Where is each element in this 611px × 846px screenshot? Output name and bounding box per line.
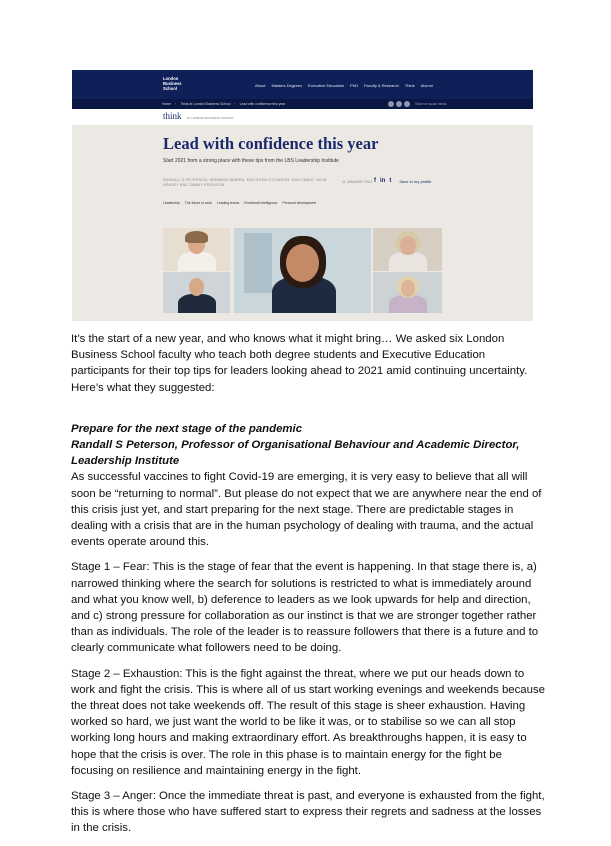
save-to-profile-link[interactable]: Save to my profile [399, 178, 432, 184]
linkedin-icon[interactable]: in [380, 178, 386, 184]
photo-woman-smiling [234, 228, 371, 313]
twitter-icon[interactable]: t [389, 178, 392, 184]
paragraph-stage-2: Stage 2 – Exhaustion: This is the fight against the threat, where we put our heads down to work and fight the crisis. This is where all of us start working evenings and weekends because the threat does not take weekends off. The result of this stage is sheer exhaustion. Having worked so hard, we just want the world to be like it was, or to stabilise so we can all stop working long hours and making extraordinary effort. As breakthroughs happen, it is easy to hope that the crisis is over. The role in this phase is to maintain energy for the fight be focusing on resilience and maintaining energy in the fight. [71, 667, 546, 777]
nav-exec-ed[interactable]: Executive Education [307, 83, 345, 88]
breadcrumb-bar [72, 99, 533, 109]
top-social-icons [388, 101, 410, 107]
article-subtitle: Start 2021 from a strong place with these tips from the LBS Leadership Institute [163, 158, 339, 164]
share-bar [374, 178, 431, 184]
nav-about[interactable]: About [255, 83, 266, 88]
photo-older-woman [373, 228, 442, 271]
photo-woman-blonde [163, 228, 230, 271]
section-heading [71, 421, 546, 470]
think-bar [72, 109, 533, 125]
crumb-separator: › [234, 102, 236, 106]
photo-woman-bob [373, 272, 442, 313]
think-logo[interactable]: think [163, 111, 182, 121]
nav-masters[interactable]: Masters Degrees [271, 83, 302, 88]
nav-alumni[interactable]: Alumni [420, 83, 433, 88]
crumb-think[interactable]: Think at London Business School [180, 102, 231, 106]
nav-faculty[interactable]: Faculty & Research [363, 83, 399, 88]
nav-phd[interactable]: PhD [350, 83, 358, 88]
paragraph-stage-1: Stage 1 – Fear: This is the stage of fear that the event is happening. In that stage there is, a) narrowed thinking where the search for solutions is restricted to what is immediately around and what you know well, b) deference to leaders as we look upwards for help and direction, and c) strong pressure for collaboration as our instinct is that we are stronger together rather than as individuals. The role of the leader is to reassure followers that there is a future and to clearly communicate what followers need to be doing. [71, 561, 539, 655]
hero-image-collage [163, 228, 442, 313]
tag-leading-teams[interactable]: Leading teams [217, 201, 240, 205]
breadcrumb [162, 102, 285, 106]
crumb-current: Lead with confidence this year [239, 102, 286, 106]
tag-emotional-intelligence[interactable]: Emotional intelligence [244, 201, 278, 205]
tag-future-of-work[interactable]: The future of work [184, 201, 213, 205]
section-title: Prepare for the next stage of the pandemic [71, 422, 303, 435]
intro-paragraph: It’s the start of a new year, and who knows what it might bring… We asked six London Business School faculty who teach both degree students and Executive Education participants for their top tips for leaders looking ahead to 2021 amid continuing uncertainty. Here’s what they suggested: [71, 333, 528, 394]
article-authors: RANDALL S PETERSON, HERMINIA IBARRA, KATHLEEN O'CONNOR, DAN CABLE, NILIN HEADEY AND TAMMY ERICKSON [163, 178, 327, 187]
tag-personal-development[interactable]: Personal development [282, 201, 317, 205]
article-body [71, 331, 546, 846]
linkedin-icon[interactable] [396, 101, 402, 107]
crumb-home[interactable]: Home [162, 102, 172, 106]
lbs-logo[interactable]: London Business School [163, 76, 182, 91]
facebook-icon[interactable]: f [374, 178, 376, 184]
twitter-icon[interactable] [404, 101, 410, 107]
tag-leadership[interactable]: Leadership [163, 201, 180, 205]
article-headline: Lead with confidence this year [163, 134, 379, 153]
think-logo-sub: AT LONDON BUSINESS SCHOOL [187, 116, 234, 120]
main-nav [255, 83, 433, 88]
share-label: Share on social media [415, 102, 447, 106]
facebook-icon[interactable] [388, 101, 394, 107]
photo-man-suit [163, 272, 230, 313]
paragraph-1: As successful vaccines to fight Covid-19 are emerging, it is very easy to believe that all will soon be “returning to normal”. But please do not expect that we are anywhere near the end of this crisis just yet, and start preparing for the next stage. There are predictable stages in dealing with a crisis that are in the human psychology of dealing with trauma, and the actual events operate around this. [71, 471, 542, 549]
article-screenshot [72, 70, 533, 321]
topic-tags [163, 201, 316, 205]
section-author: Randall S Peterson, Professor of Organisational Behaviour and Academic Director, Leadership Institute [71, 439, 520, 468]
article-date: 11 JANUARY 2021 [342, 180, 373, 184]
nav-think[interactable]: Think [404, 83, 415, 88]
crumb-separator: › [175, 102, 177, 106]
paragraph-stage-3: Stage 3 – Anger: Once the immediate threat is past, and everyone is exhausted from the fight, this is where those who have suffered start to express their regrets and sadness at the losses in the crisis. [71, 790, 545, 835]
